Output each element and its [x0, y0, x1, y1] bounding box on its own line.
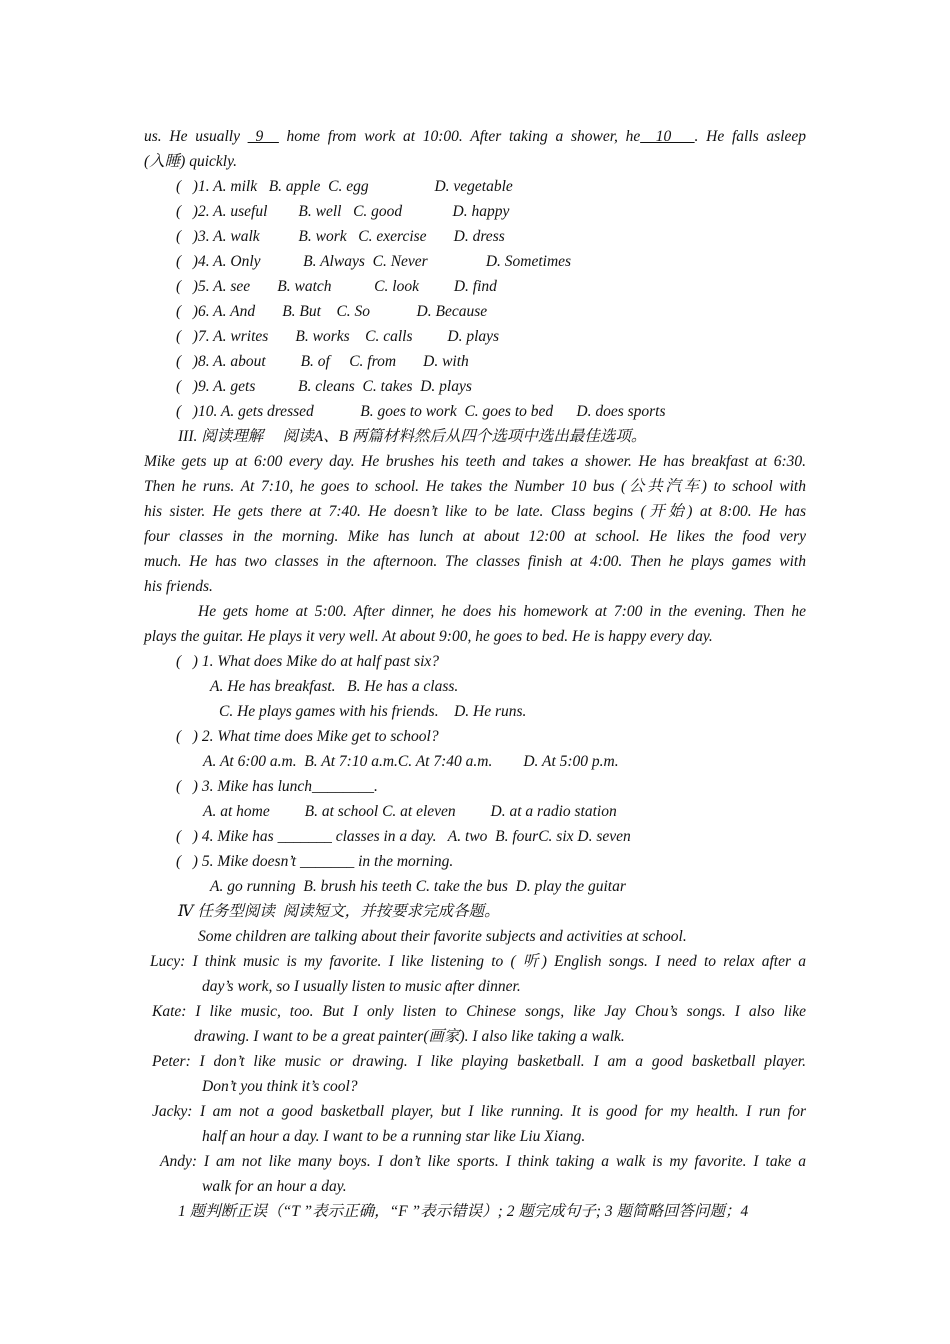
- dialogue-line: half an hour a day. I want to be a running star like Liu Xiang.: [202, 1128, 586, 1145]
- question-item: ( ) 4. Mike has _______ classes in a day. A. two B. fourC. six D. seven: [176, 828, 631, 845]
- dialogue-line: drawing. I want to be a great painter(画家). I also like taking a walk.: [194, 1028, 625, 1045]
- dialogue-line: day’s work, so I usually listen to music after dinner.: [202, 978, 521, 995]
- cloze-option-row: ( )10. A. gets dressed B. goes to work C. goes to bed D. does sports: [176, 403, 666, 420]
- section-heading: III. 阅读理解 阅读A、B 两篇材料然后从四个选项中选出最佳选项。: [178, 428, 647, 445]
- question-item: ( ) 2. What time does Mike get to school?: [176, 728, 439, 745]
- dialogue-line: walk for an hour a day.: [202, 1178, 347, 1195]
- passage-line: He gets home at 5:00. After dinner, he does his homework at 7:00 in the evening. Then he: [198, 603, 806, 620]
- blank-10: __10___: [640, 128, 695, 145]
- passage-line: his sister. He gets there at 7:40. He doesn’t like to be late. Class begins (开始) at 8:00. He has: [144, 503, 806, 520]
- cloze-option-row: ( )1. A. milk B. apple C. egg D. vegetable: [176, 178, 513, 195]
- cloze-passage-line: (入睡) quickly.: [144, 153, 237, 170]
- dialogue-line: Lucy: I think music is my favorite. I like listening to ( 听) English songs. I need to relax after a: [150, 953, 806, 970]
- passage-line: four classes in the morning. Mike has lunch at about 12:00 at school. He likes the food very: [144, 528, 806, 545]
- passage-line: Mike gets up at 6:00 every day. He brushes his teeth and takes a shower. He has breakfast at 6:30.: [144, 453, 806, 470]
- cloze-option-row: ( )5. A. see B. watch C. look D. find: [176, 278, 497, 295]
- blank-9: _9__: [247, 128, 279, 145]
- section-heading: Ⅳ 任务型阅读 阅读短文，并按要求完成各题。: [178, 903, 500, 920]
- cloze-text: . He falls asleep: [694, 128, 806, 145]
- cloze-option-row: ( )9. A. gets B. cleans C. takes D. plays: [176, 378, 472, 395]
- cloze-option-row: ( )7. A. writes B. works C. calls D. plays: [176, 328, 500, 345]
- question-options: C. He plays games with his friends. D. He runs.: [219, 703, 527, 720]
- passage-line: plays the guitar. He plays it very well. At about 9:00, he goes to bed. He is happy every day.: [144, 628, 713, 645]
- cloze-option-row: ( )4. A. Only B. Always C. Never D. Sometimes: [176, 253, 572, 270]
- dialogue-line: Don’t you think it’s cool?: [202, 1078, 358, 1095]
- question-item: ( ) 1. What does Mike do at half past six?: [176, 653, 440, 670]
- passage-line: Then he runs. At 7:10, he goes to school. He takes the Number 10 bus (公共汽车) to school with: [144, 478, 806, 495]
- question-options: A. at home B. at school C. at eleven D. at a radio station: [203, 803, 617, 820]
- cloze-text: us. He usually: [144, 128, 248, 145]
- cloze-option-row: ( )2. A. useful B. well C. good D. happy: [176, 203, 510, 220]
- cloze-option-row: ( )6. A. And B. But C. So D. Because: [176, 303, 488, 320]
- dialogue-line: Andy: I am not like many boys. I don’t like sports. I think taking a walk is my favorite. I take a: [160, 1153, 806, 1170]
- cloze-option-row: ( )3. A. walk B. work C. exercise D. dress: [176, 228, 505, 245]
- task-instruction: 1 题判断正误（“T ”表示正确，“F ”表示错误）; 2 题完成句子; 3 题简略回答问题；4: [178, 1203, 749, 1220]
- passage-line: his friends.: [144, 578, 213, 595]
- dialogue-line: Kate: I like music, too. But I only listen to Chinese songs, like Jay Chou’s songs. I also like: [152, 1003, 806, 1020]
- question-options: A. He has breakfast. B. He has a class.: [210, 678, 459, 695]
- question-options: A. go running B. brush his teeth C. take the bus D. play the guitar: [210, 878, 626, 895]
- question-item: ( ) 3. Mike has lunch________.: [176, 778, 378, 795]
- cloze-option-row: ( )8. A. about B. of C. from D. with: [176, 353, 469, 370]
- question-options: A. At 6:00 a.m. B. At 7:10 a.m.C. At 7:40 a.m. D. At 5:00 p.m.: [203, 753, 619, 770]
- cloze-text: home from work at 10:00. After taking a shower, he: [278, 128, 641, 145]
- question-item: ( ) 5. Mike doesn’t _______ in the morning.: [176, 853, 454, 870]
- section-intro: Some children are talking about their favorite subjects and activities at school.: [198, 928, 687, 945]
- dialogue-line: Jacky: I am not a good basketball player, but I like running. It is good for my health. I run for: [152, 1103, 806, 1120]
- dialogue-line: Peter: I don’t like music or drawing. I like playing basketball. I am a good basketball player.: [152, 1053, 806, 1070]
- cloze-passage-line: [144, 124, 806, 149]
- passage-line: much. He has two classes in the afternoon. The classes finish at 4:00. Then he plays games with: [144, 553, 806, 570]
